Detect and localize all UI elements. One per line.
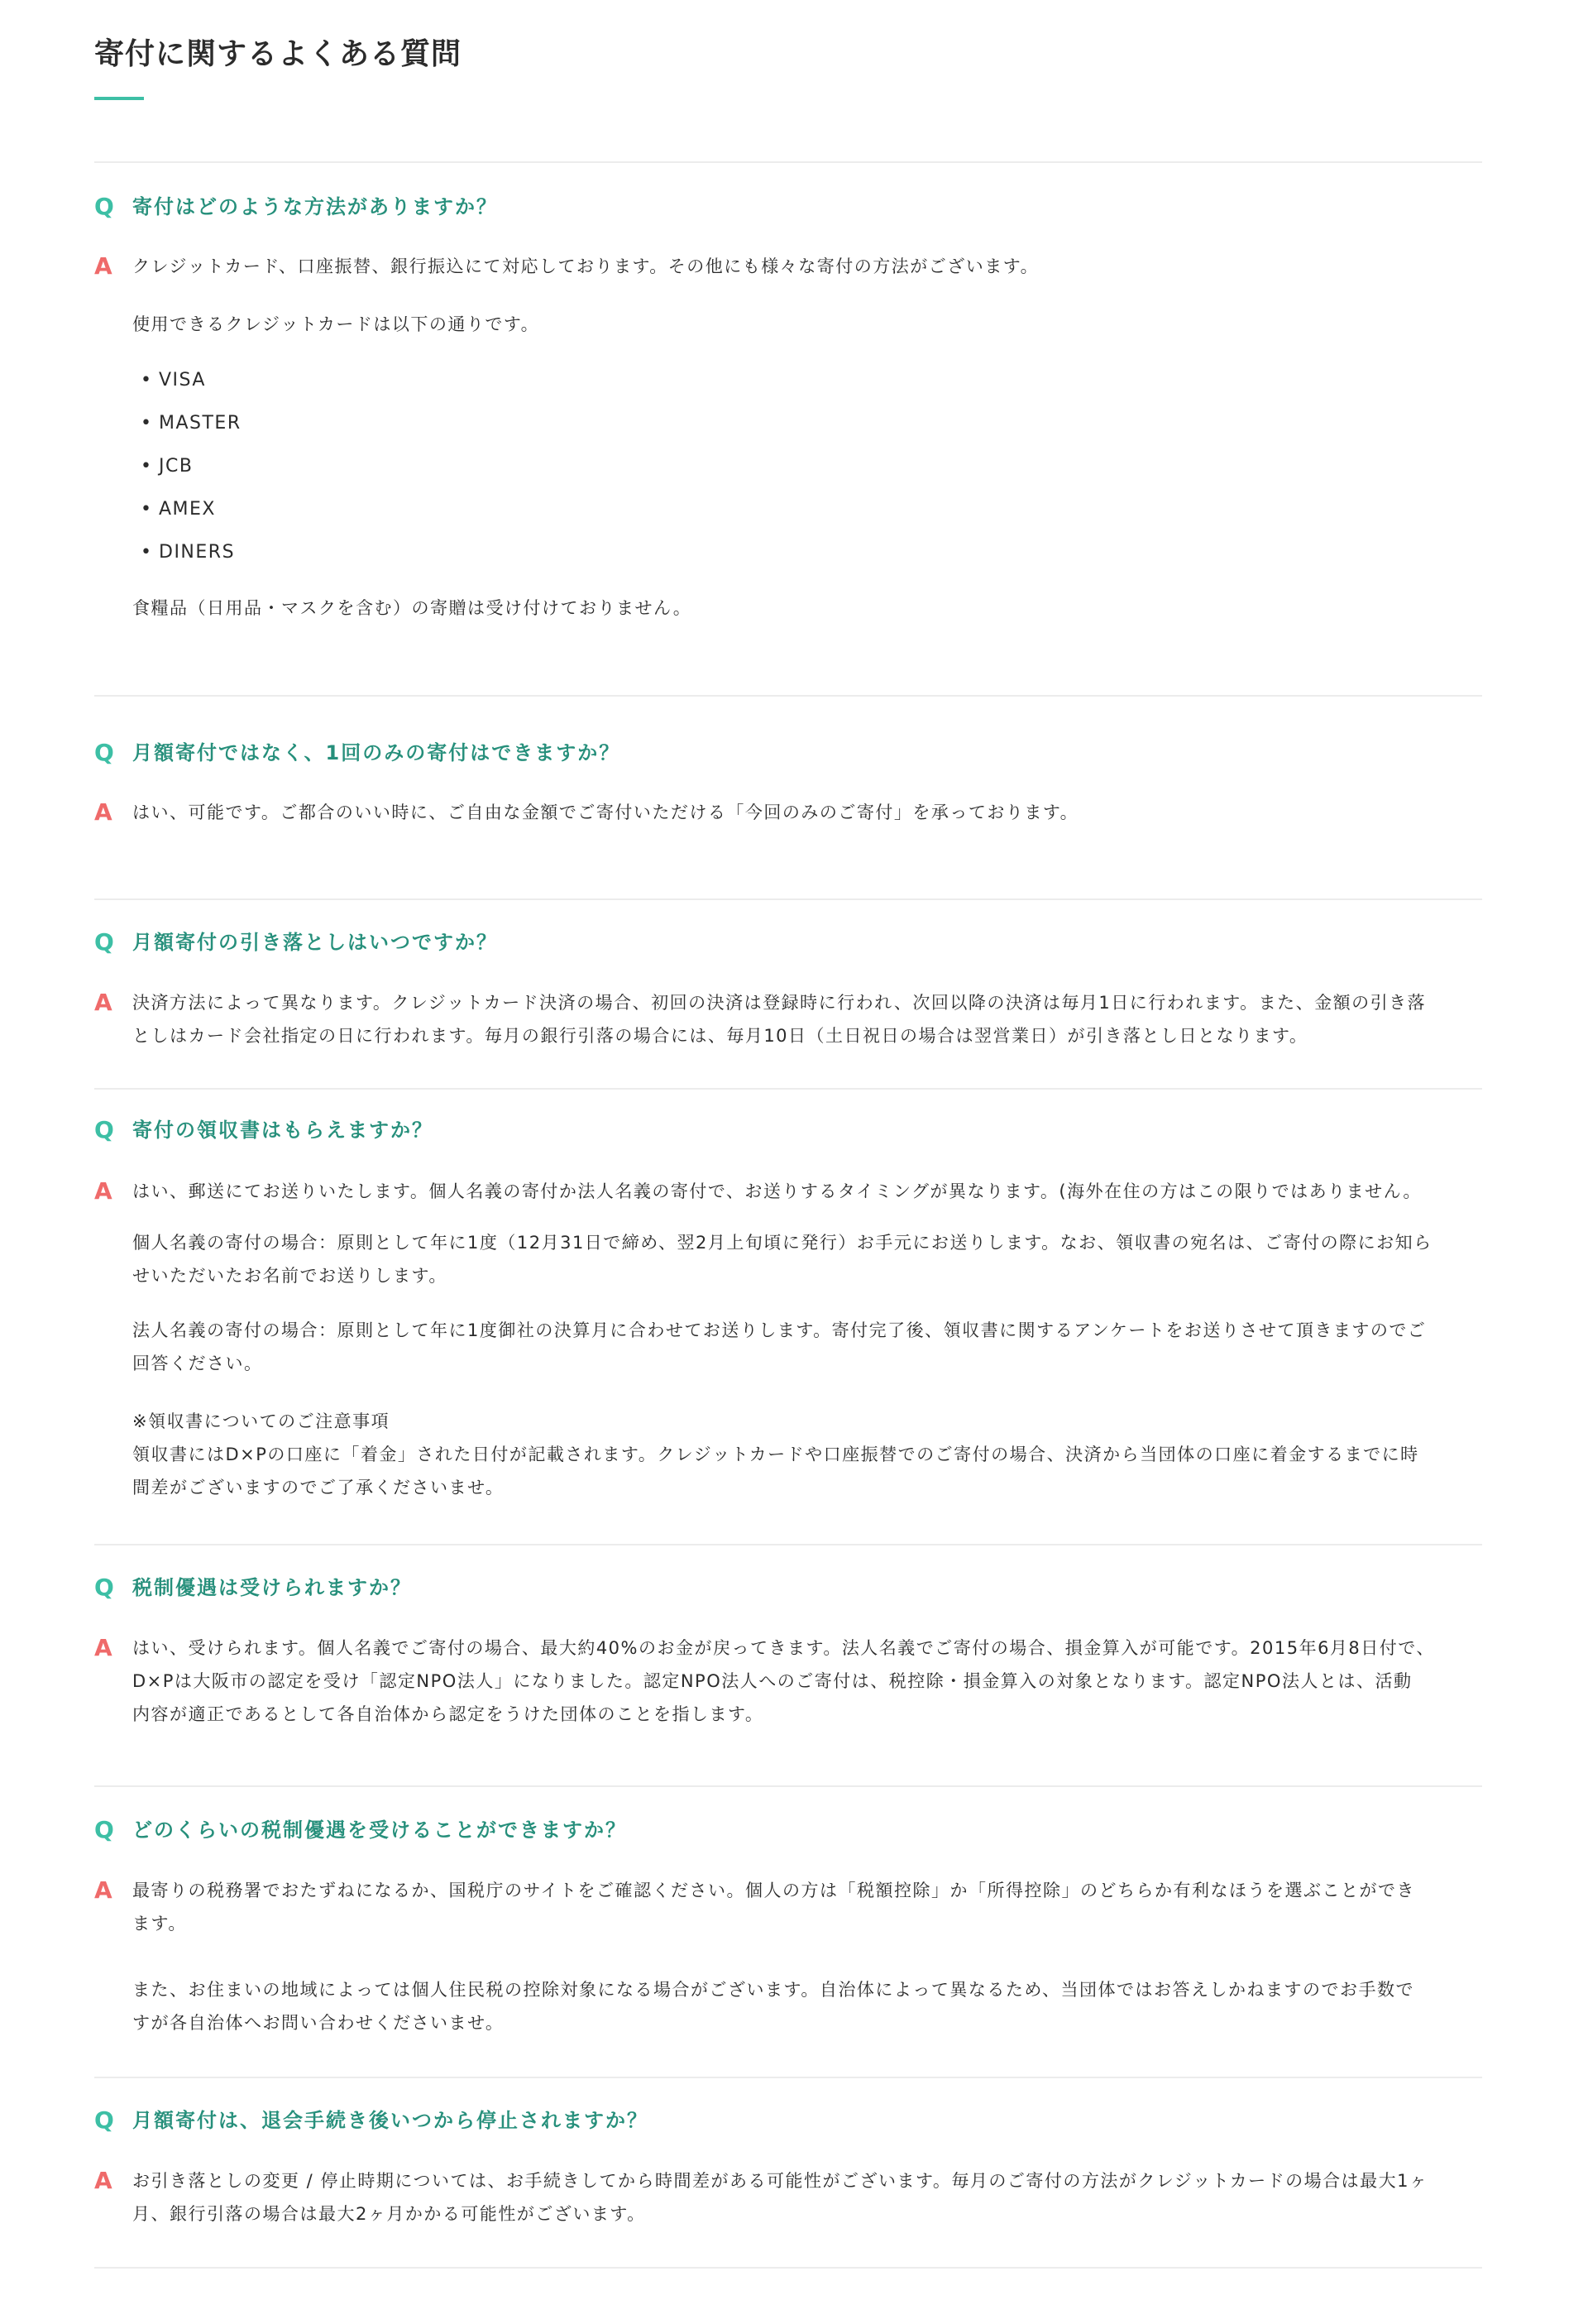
faq-question[interactable]	[94, 1114, 433, 1147]
answer-text: はい、受けられます。個人名義でご寄付の場合、最大約40%のお金が戻ってきます。法人名義でご寄付の場合、損金算入が可能です。2015年6月8日付で、	[132, 1638, 1435, 1658]
faq-question[interactable]	[94, 1571, 412, 1604]
answer-text: ※領収書についてのご注意事項	[132, 1411, 390, 1431]
answer-text: 内容が適正であるとして各自治体から認定をうけた団体のことを指します。	[132, 1704, 764, 1724]
answer-text: 法人名義の寄付の場合：原則として年に1度御社の決算月に合わせてお送りします。寄付完了後、領収書に関するアンケートをお送りさせて頂きますのでご	[132, 1320, 1427, 1340]
faq-question[interactable]	[94, 926, 498, 959]
faq-divider	[94, 898, 1482, 900]
question-marker: Q	[94, 1816, 114, 1843]
faq-divider	[94, 1544, 1482, 1545]
answer-text: ます。	[132, 1914, 187, 1933]
answer-text: 個人名義の寄付の場合：原則として年に1度（12月31日で締め、翌2月上旬頃に発行）お手元にお送りします。なお、領収書の宛名は、ご寄付の際にお知ら	[132, 1233, 1433, 1253]
answer-marker: A	[94, 1876, 112, 1904]
question-text: 月額寄付の引き落としはいつですか？	[132, 931, 498, 954]
question-text: 税制優遇は受けられますか？	[132, 1576, 412, 1599]
faq-divider	[94, 1088, 1482, 1090]
answer-text: はい、郵送にてお送りいたします。個人名義の寄付か法人名義の寄付で、お送りするタイミングが異なります。(海外在住の方はこの限りではありません。	[132, 1181, 1422, 1201]
answer-marker: A	[94, 1634, 112, 1661]
answer-marker: A	[94, 1177, 112, 1205]
answer-text: 使用できるクレジットカードは以下の通りです。	[132, 314, 540, 334]
question-text: 月額寄付ではなく、1回のみの寄付はできますか？	[132, 741, 621, 764]
question-text: 寄付はどのような方法がありますか？	[132, 195, 498, 218]
list-item: • JCB	[141, 445, 242, 488]
question-marker: Q	[94, 1116, 114, 1143]
answer-marker: A	[94, 989, 112, 1016]
answer-text: 最寄りの税務署でおたずねになるか、国税庁のサイトをご確認ください。個人の方は「税額控除」か「所得控除」のどちらか有利なほうを選ぶことができ	[132, 1881, 1416, 1900]
answer-text: せいただいたお名前でお送りします。	[132, 1266, 447, 1286]
answer-text: 回答ください。	[132, 1354, 263, 1373]
faq-question[interactable]	[94, 190, 498, 223]
answer-marker: A	[94, 798, 112, 826]
answer-text: 月、銀行引落の場合は最大2ヶ月かかる可能性がございます。	[132, 2204, 646, 2224]
list-item: • MASTER	[141, 402, 242, 445]
question-marker: Q	[94, 2106, 114, 2134]
answer-text: D×Pは大阪市の認定を受け「認定NPO法人」になりました。認定NPO法人へのご寄付は、税控除・損金算入の対象となります。認定NPO法人とは、活動	[132, 1671, 1413, 1691]
answer-text: また、お住まいの地域によっては個人住民税の控除対象になる場合がございます。自治体によって異なるため、当団体ではお答えしかねますのでお手数で	[132, 1980, 1414, 2000]
faq-divider	[94, 161, 1482, 163]
question-marker: Q	[94, 928, 114, 956]
answer-marker: A	[94, 252, 112, 280]
question-marker: Q	[94, 739, 114, 766]
faq-question[interactable]	[94, 1814, 627, 1847]
answer-text: としはカード会社指定の日に行われます。毎月の銀行引落の場合には、毎月10日（土日祝日の場合は翌営業日）が引き落とし日となります。	[132, 1026, 1308, 1046]
answer-text: 領収書にはD×Pの口座に「着金」された日付が記載されます。クレジットカードや口座振替でのご寄付の場合、決済から当団体の口座に着金するまでに時	[132, 1445, 1419, 1464]
credit-card-list	[141, 359, 242, 574]
question-marker: Q	[94, 193, 114, 220]
question-text: 月額寄付は、退会手続き後いつから停止されますか？	[132, 2109, 648, 2132]
list-item: • DINERS	[141, 531, 242, 574]
answer-text: すが各自治体へお問い合わせくださいませ。	[132, 2013, 505, 2033]
answer-text: クレジットカード、口座振替、銀行振込にて対応しております。その他にも様々な寄付の方法がございます。	[132, 256, 1040, 276]
answer-text: はい、可能です。ご都合のいい時に、ご自由な金額でご寄付いただける「今回のみのご寄付」を承っております。	[132, 803, 1079, 822]
faq-divider	[94, 695, 1482, 697]
question-text: 寄付の領収書はもらえますか？	[132, 1119, 433, 1142]
question-text: どのくらいの税制優遇を受けることができますか？	[132, 1818, 627, 1842]
title-underline	[94, 97, 144, 100]
faq-divider	[94, 1785, 1482, 1787]
faq-question[interactable]	[94, 2104, 648, 2137]
answer-marker: A	[94, 2167, 112, 2194]
answer-text: お引き落としの変更 / 停止時期については、お手続きしてから時間差がある可能性がございます。毎月のご寄付の方法がクレジットカードの場合は最大1ヶ	[132, 2171, 1428, 2191]
list-item: • AMEX	[141, 488, 242, 531]
page-title: 寄付に関するよくある質問	[94, 37, 462, 71]
answer-text: 決済方法によって異なります。クレジットカード決済の場合、初回の決済は登録時に行われ、次回以降の決済は毎月1日に行われます。また、金額の引き落	[132, 993, 1427, 1013]
answer-text: 間差がございますのでご了承くださいませ。	[132, 1478, 505, 1497]
question-marker: Q	[94, 1574, 114, 1601]
faq-question[interactable]	[94, 736, 620, 769]
list-item: • VISA	[141, 359, 242, 402]
faq-divider	[94, 2077, 1482, 2078]
faq-divider	[94, 2267, 1482, 2269]
answer-text: 食糧品（日用品・マスクを含む）の寄贈は受け付けておりません。	[132, 598, 692, 618]
